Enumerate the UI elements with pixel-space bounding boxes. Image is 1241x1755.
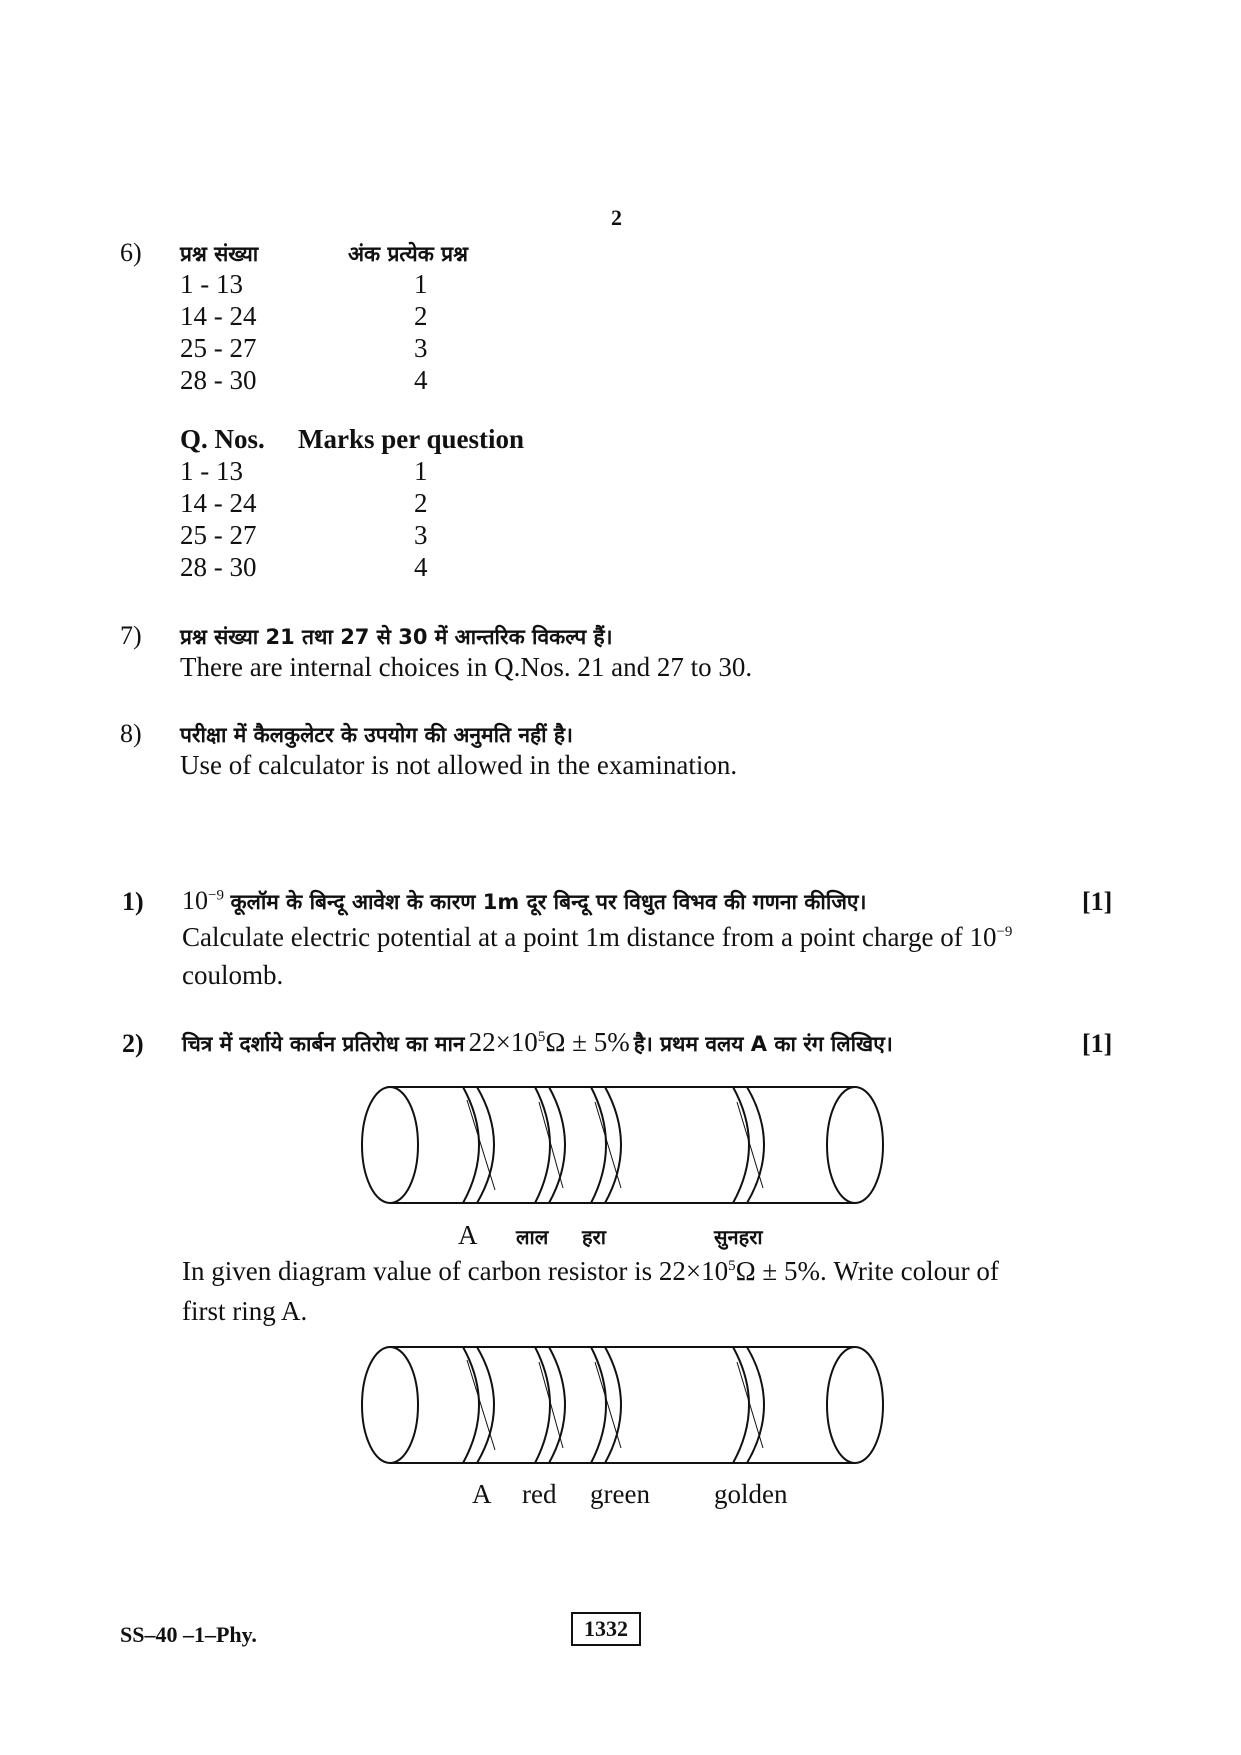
table-cell-range: 28 - 30 [180, 365, 257, 395]
ring-label-a: A [458, 1220, 478, 1250]
paper-code: SS–40 –1–Phy. [120, 1622, 257, 1647]
english-header-qnos: Q. Nos. [180, 424, 265, 454]
ring-label-green: green [590, 1479, 650, 1509]
resistance-tolerance: Ω ± 5% [735, 1256, 820, 1286]
resistance-tolerance: Ω ± 5% [545, 1027, 630, 1057]
question-english-line [182, 1256, 999, 1287]
table-cell-marks: 1 [414, 456, 428, 486]
charge-exponent: −9 [208, 887, 224, 904]
question-english-text: Calculate electric potential at a point 1m distance from a point charge of 10 [182, 922, 997, 952]
table-cell-marks: 1 [414, 269, 428, 299]
question-english-line2: first ring A. [182, 1296, 308, 1326]
table-cell-range: 14 - 24 [180, 488, 257, 518]
ring-label-green: हरा [582, 1225, 606, 1249]
hindi-header-marks: अंक प्रत्येक प्रश्न [348, 242, 468, 266]
resistance-value [469, 1027, 630, 1057]
resistance-base: 22×10 [468, 1027, 538, 1057]
question-hindi-rest: कूलॉम के बिन्दू आवेश के कारण 1m दूर बिन्दू पर विधुत विभव की गणना कीजिए। [230, 890, 867, 914]
question-english-post: . Write colour of [819, 1256, 999, 1286]
table-cell-marks: 4 [414, 365, 428, 395]
ring-label-golden: golden [714, 1479, 788, 1509]
paper-serial-box: 1332 [571, 1612, 641, 1646]
question-marks: [1] [1082, 887, 1113, 916]
question-english-line2: coulomb. [182, 960, 284, 990]
resistor-diagram-english [355, 1340, 895, 1480]
table-cell-marks: 3 [414, 333, 428, 363]
ring-label-red: लाल [516, 1225, 549, 1249]
question-number: 1) [122, 887, 144, 916]
charge-exponent: −9 [996, 924, 1013, 940]
question-number: 2) [122, 1029, 144, 1058]
table-cell-marks: 2 [414, 488, 428, 518]
table-cell-marks: 2 [414, 301, 428, 331]
table-cell-marks: 3 [414, 520, 428, 550]
instruction-hindi-text: प्रश्न संख्या 21 तथा 27 से 30 में आन्तरिक विकल्प हैं। [180, 625, 613, 649]
page-number: 2 [611, 205, 622, 230]
instruction-english-text: Use of calculator is not allowed in the examination. [180, 750, 738, 780]
table-cell-range: 14 - 24 [180, 301, 257, 331]
instruction-number: 6) [120, 238, 142, 267]
english-header-marks: Marks per question [298, 424, 525, 454]
table-cell-range: 28 - 30 [180, 552, 257, 582]
question-hindi-text [182, 1027, 893, 1058]
resistance-exponent: 5 [728, 1258, 736, 1274]
table-cell-range: 1 - 13 [180, 456, 243, 486]
question-hindi-text [182, 886, 866, 916]
table-cell-range: 25 - 27 [180, 520, 257, 550]
ring-label-a: A [472, 1479, 492, 1509]
question-english-pre: In given diagram value of carbon resistor is [182, 1256, 653, 1286]
resistor-diagram-hindi [355, 1080, 895, 1220]
question-english-line [182, 922, 1012, 953]
resistance-value [659, 1256, 820, 1286]
question-hindi-post: है। प्रथम वलय A का रंग लिखिए। [633, 1032, 893, 1056]
table-cell-range: 25 - 27 [180, 333, 257, 363]
resistance-base: 22×10 [658, 1256, 729, 1286]
table-cell-range: 1 - 13 [180, 269, 243, 299]
table-cell-marks: 4 [414, 552, 428, 582]
ring-label-red: red [522, 1479, 557, 1509]
question-marks: [1] [1082, 1029, 1113, 1058]
ring-label-golden: सुनहरा [714, 1225, 763, 1249]
instruction-english-text: There are internal choices in Q.Nos. 21 and 27 to 30. [180, 652, 753, 682]
resistance-exponent: 5 [537, 1029, 546, 1045]
instruction-hindi-text: परीक्षा में कैलकुलेटर के उपयोग की अनुमति नहीं है। [180, 723, 573, 747]
charge-base: 10 [182, 886, 208, 915]
instruction-number: 7) [120, 621, 142, 650]
hindi-header-qnos: प्रश्न संख्या [180, 242, 259, 266]
instruction-number: 8) [120, 719, 142, 748]
question-hindi-pre: चित्र में दर्शाये कार्बन प्रतिरोध का मान [182, 1032, 465, 1056]
